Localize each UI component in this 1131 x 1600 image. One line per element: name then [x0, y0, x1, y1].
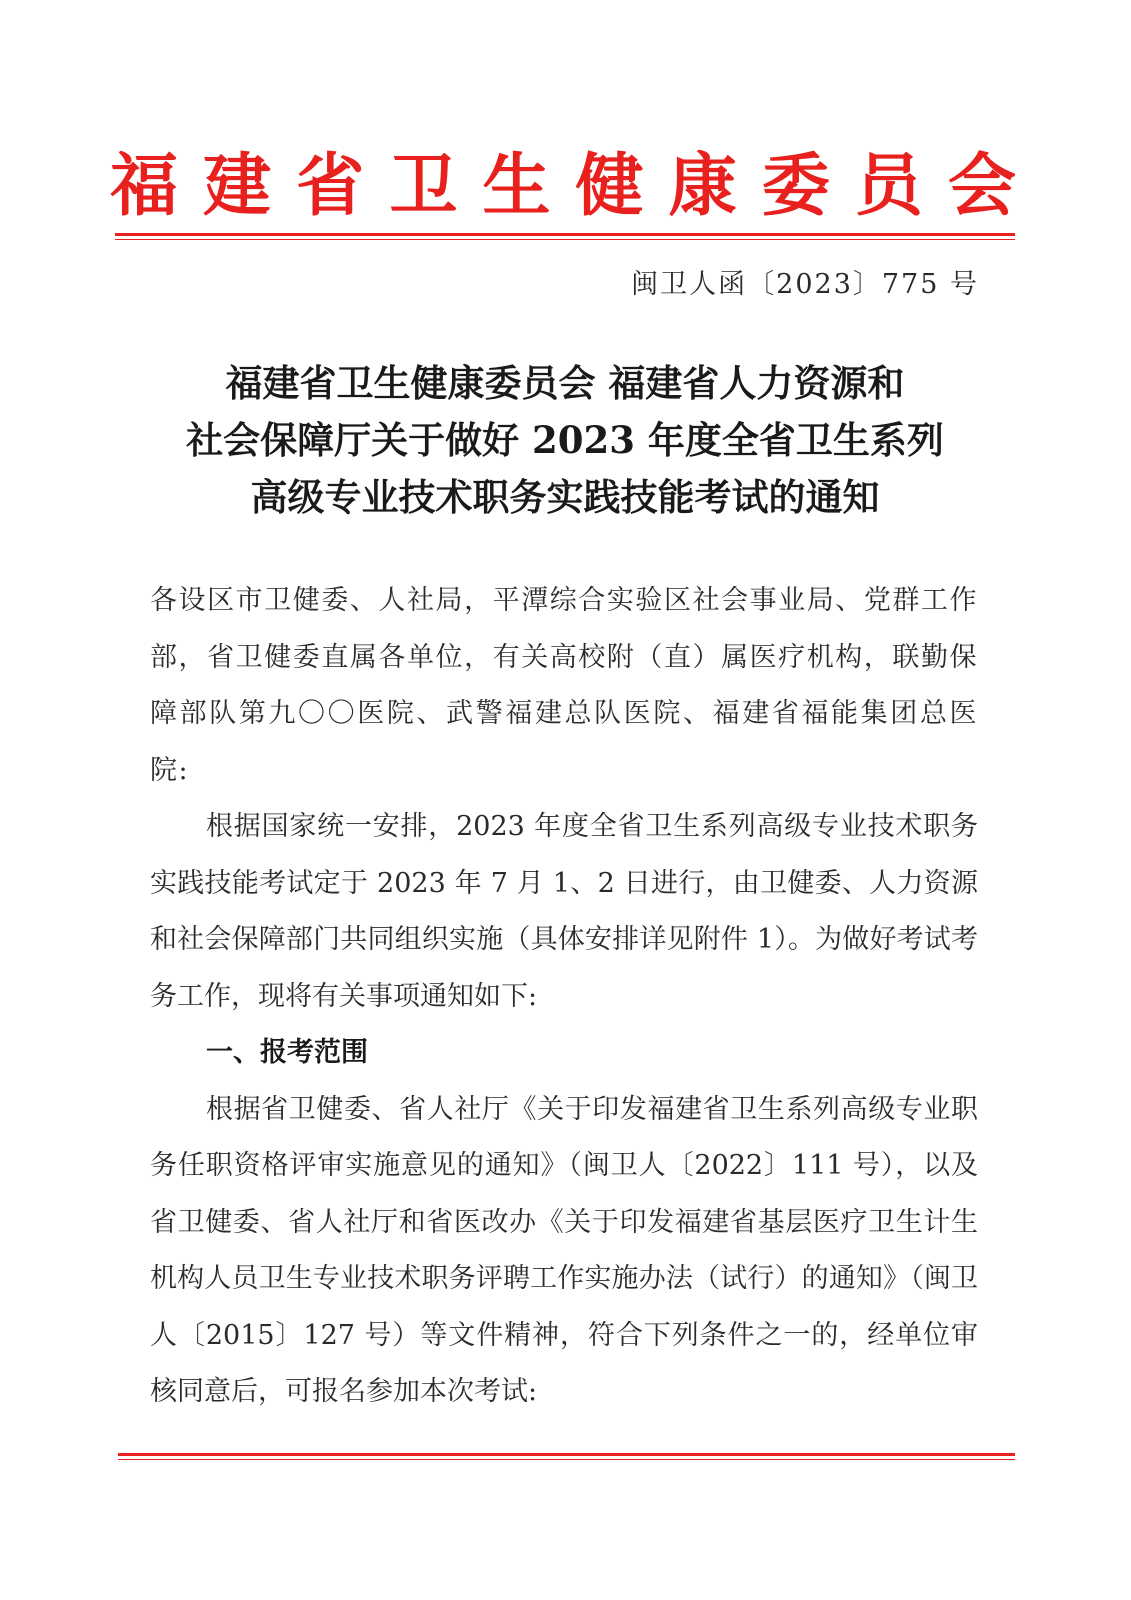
- salutation: 各设区市卫健委、人社局，平潭综合实验区社会事业局、党群工作部，省卫健委直属各单位，有关高校附（直）属医疗机构，联勤保障部队第九〇〇医院、武警福建总队医院、福建省福能集团总医院:: [150, 585, 978, 786]
- section-heading: 一、报考范围: [206, 1037, 368, 1068]
- document-number: 闽卫人函〔2023〕775 号: [631, 269, 979, 300]
- paragraph: 根据省卫健委、省人社厅《关于印发福建省卫生系列高级专业职务任职资格评审实施意见的通知》（闽卫人〔2022〕111 号），以及省卫健委、省人社厅和省医改办《关于印发福建省基层医疗卫生计生机构人员卫生专业技术职务评聘工作实施办法（试行）的通知》（闽卫人〔2015〕127 号）等文件精神，符合下列条件之一的，经单位审核同意后，可报名参加本次考试:: [150, 1093, 978, 1407]
- letterhead-char: 会: [947, 145, 1016, 226]
- letterhead-char: 员: [854, 145, 923, 226]
- letterhead: [110, 138, 1016, 233]
- paragraph: 根据国家统一安排，2023 年度全省卫生系列高级专业技术职务实践技能考试定于 2023 年 7 月 1、2 日进行，由卫健委、人力资源和社会保障部门共同组织实施（具体安排详见附件 1）。为做好考试考务工作，现将有关事项通知如下:: [150, 811, 978, 1012]
- title-line: 社会保障厅关于做好 2023 年度全省卫生系列: [186, 418, 944, 462]
- letterhead-char: 委: [761, 145, 830, 226]
- letterhead-char: 福: [110, 145, 179, 226]
- document-title: [120, 355, 1010, 526]
- title-line: 福建省卫生健康委员会 福建省人力资源和: [225, 361, 905, 405]
- letterhead-char: 生: [482, 145, 551, 226]
- letterhead-char: 卫: [389, 145, 458, 226]
- letterhead-char: 康: [668, 145, 737, 226]
- title-line: 高级专业技术职务实践技能考试的通知: [250, 475, 880, 519]
- letterhead-divider: [115, 233, 1015, 236]
- document-body: [150, 573, 978, 1421]
- footer-divider: [118, 1453, 1015, 1456]
- letterhead-char: 健: [575, 145, 644, 226]
- letterhead-char: 省: [296, 145, 365, 226]
- letterhead-char: 建: [203, 145, 272, 226]
